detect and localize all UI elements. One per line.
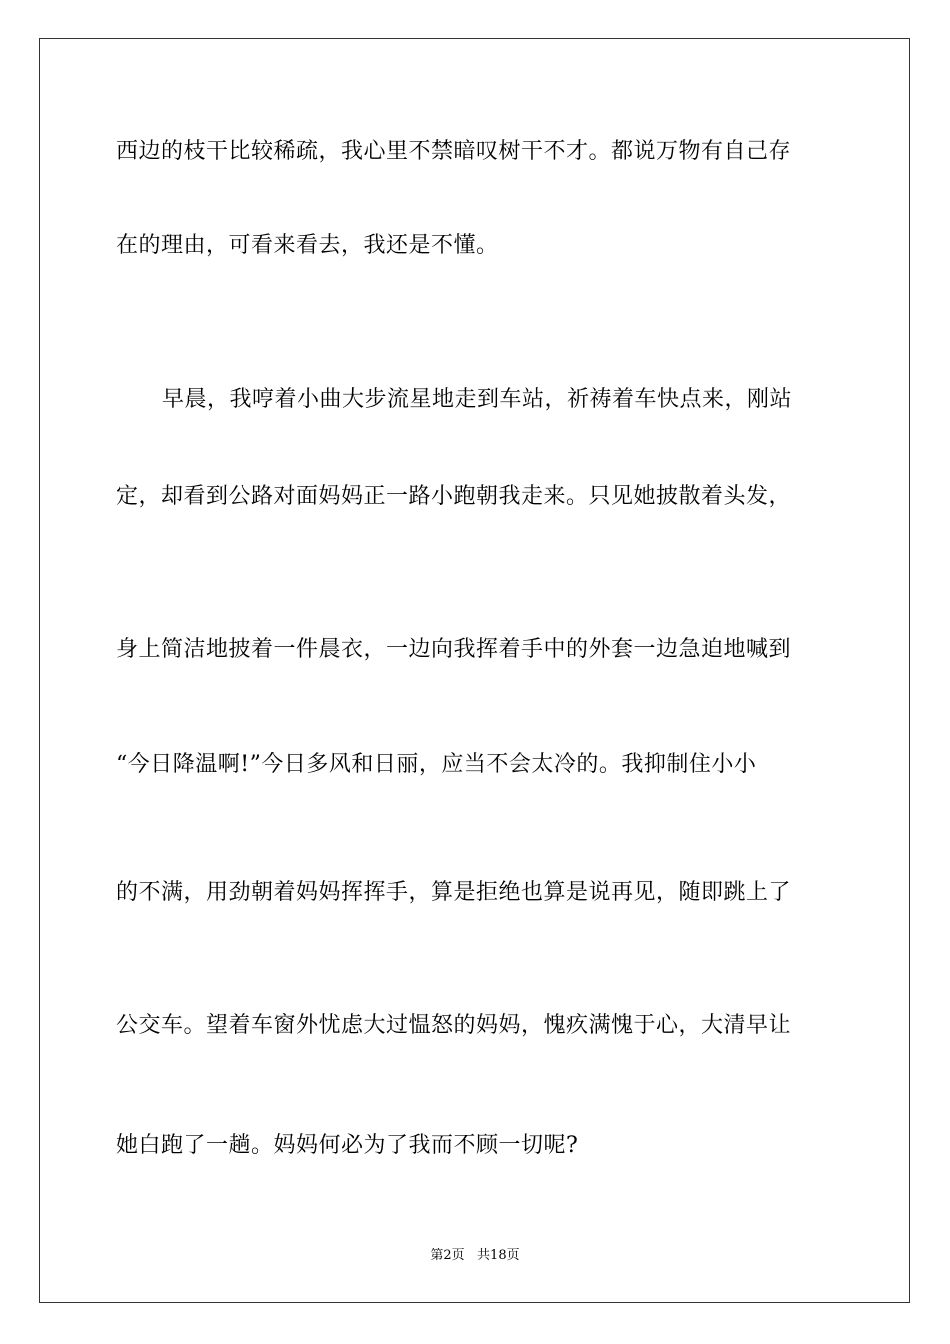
page-frame [39, 38, 910, 1303]
paragraph-line: 定，却看到公路对面妈妈正一路小跑朝我走来。只见她披散着头发， [116, 484, 792, 509]
paragraph-line: 西边的枝干比较稀疏，我心里不禁暗叹树干不才。都说万物有自己存 [116, 139, 792, 164]
paragraph-line: 身上简洁地披着一件晨衣，一边向我挥着手中的外套一边急迫地喊到 [116, 637, 792, 662]
paragraph-line: “今日降温啊!”今日多风和日丽，应当不会太冷的。我抑制住小小 [116, 752, 757, 777]
page-number-footer: 第2页 共18页 [430, 1248, 520, 1263]
paragraph-line: 她白跑了一趟。妈妈何必为了我而不顾一切呢? [116, 1133, 579, 1158]
paragraph-line: 在的理由，可看来看去，我还是不懂。 [116, 233, 499, 258]
paragraph-line: 早晨，我哼着小曲大步流星地走到车站，祈祷着车快点来，刚站 [162, 387, 793, 412]
paragraph-line: 公交车。望着车窗外忧虑大过愠怒的妈妈，愧疚满愧于心，大清早让 [116, 1013, 792, 1038]
paragraph-line: 的不满，用劲朝着妈妈挥挥手，算是拒绝也算是说再见，随即跳上了 [116, 880, 792, 905]
